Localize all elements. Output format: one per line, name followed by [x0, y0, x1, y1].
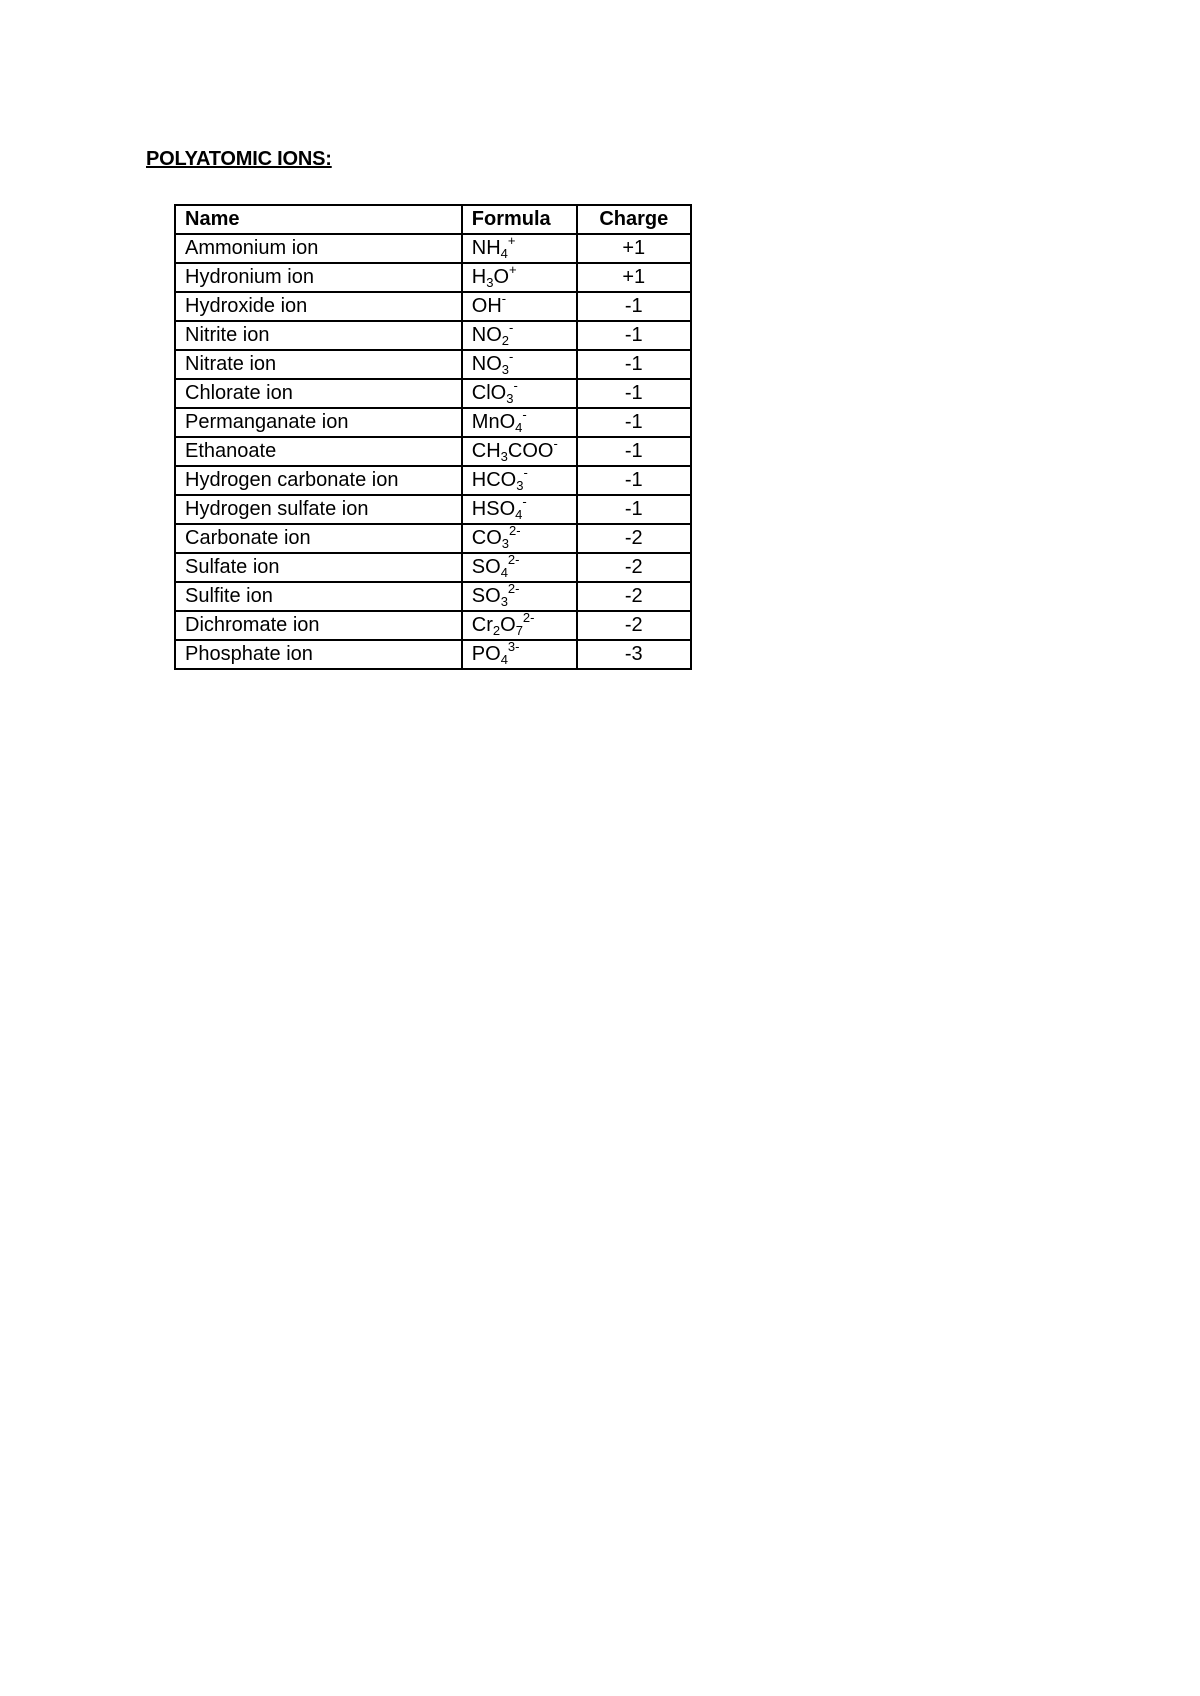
- formula-text: CO: [471, 527, 502, 549]
- formula-superscript: 2-: [507, 581, 520, 596]
- header-name: Name: [175, 205, 462, 234]
- formula-superscript: +: [507, 233, 516, 248]
- ion-charge-cell: -1: [577, 350, 691, 379]
- formula-superscript: -: [522, 494, 527, 509]
- table-body: [175, 234, 691, 669]
- ion-charge-cell: -1: [577, 495, 691, 524]
- formula-text: OH: [471, 295, 502, 317]
- ion-name-cell: Ammonium ion: [175, 234, 462, 263]
- ion-formula-cell: [462, 466, 577, 495]
- formula-subscript: 2: [492, 623, 501, 638]
- table-row: [175, 495, 691, 524]
- formula-subscript: 3: [500, 594, 508, 609]
- ion-charge-cell: -1: [577, 437, 691, 466]
- header-formula: Formula: [462, 205, 577, 234]
- ion-name-cell: Hydrogen sulfate ion: [175, 495, 462, 524]
- ion-formula-cell: [462, 553, 577, 582]
- ion-name-cell: Hydroxide ion: [175, 292, 462, 321]
- ion-name-cell: Carbonate ion: [175, 524, 462, 553]
- ion-charge-cell: -1: [577, 292, 691, 321]
- formula-subscript: 3: [501, 362, 510, 377]
- ion-formula-cell: [462, 263, 577, 292]
- formula-superscript: 2-: [507, 552, 520, 567]
- table-header-row: [175, 205, 691, 234]
- formula-text: PO: [471, 643, 501, 665]
- ion-name-cell: Ethanoate: [175, 437, 462, 466]
- ion-formula-cell: [462, 495, 577, 524]
- formula-subscript: 4: [500, 652, 508, 667]
- table-row: [175, 379, 691, 408]
- formula-text: HSO: [471, 498, 516, 520]
- formula-text: O: [493, 266, 510, 288]
- ion-charge-cell: -1: [577, 466, 691, 495]
- ion-name-cell: Nitrate ion: [175, 350, 462, 379]
- formula-text: ClO: [471, 382, 507, 404]
- formula-text: MnO: [471, 411, 516, 433]
- table-row: [175, 553, 691, 582]
- formula-text: SO: [471, 585, 501, 607]
- formula-subscript: 4: [515, 507, 523, 522]
- ion-charge-cell: -3: [577, 640, 691, 669]
- formula-superscript: 2-: [509, 523, 521, 538]
- formula-superscript: -: [501, 291, 507, 306]
- ion-formula-cell: [462, 379, 577, 408]
- ion-charge-cell: +1: [577, 263, 691, 292]
- table-row: [175, 234, 691, 263]
- formula-text: NO: [471, 353, 502, 375]
- ion-name-cell: Sulfate ion: [175, 553, 462, 582]
- formula-subscript: 3: [501, 536, 510, 551]
- formula-subscript: 3: [506, 391, 514, 406]
- ion-charge-cell: -1: [577, 379, 691, 408]
- formula-text: O: [500, 614, 516, 636]
- ion-formula-cell: [462, 437, 577, 466]
- formula-text: CH: [471, 440, 501, 462]
- table-row: [175, 350, 691, 379]
- formula-superscript: 2-: [522, 610, 535, 625]
- table-row: [175, 640, 691, 669]
- table-row: [175, 582, 691, 611]
- ion-charge-cell: -2: [577, 582, 691, 611]
- formula-text: SO: [471, 556, 501, 578]
- ion-formula-cell: [462, 321, 577, 350]
- formula-subscript: 3: [500, 449, 508, 464]
- ion-name-cell: Sulfite ion: [175, 582, 462, 611]
- table-row: [175, 263, 691, 292]
- ion-name-cell: Hydronium ion: [175, 263, 462, 292]
- table-row: [175, 292, 691, 321]
- formula-text: HCO: [471, 469, 517, 491]
- ion-charge-cell: -1: [577, 408, 691, 437]
- formula-superscript: -: [522, 407, 527, 422]
- formula-text: Cr: [471, 614, 493, 636]
- ion-formula-cell: [462, 408, 577, 437]
- ion-formula-cell: [462, 640, 577, 669]
- formula-text: COO: [507, 440, 554, 462]
- header-charge: Charge: [577, 205, 691, 234]
- formula-superscript: -: [523, 465, 528, 480]
- table-row: [175, 524, 691, 553]
- ion-charge-cell: -1: [577, 321, 691, 350]
- ion-name-cell: Dichromate ion: [175, 611, 462, 640]
- formula-text: H: [471, 266, 487, 288]
- ion-formula-cell: [462, 234, 577, 263]
- table-row: [175, 437, 691, 466]
- formula-text: NO: [471, 324, 502, 346]
- formula-subscript: 4: [500, 246, 508, 261]
- ion-charge-cell: -2: [577, 524, 691, 553]
- ion-charge-cell: +1: [577, 234, 691, 263]
- ion-charge-cell: -2: [577, 611, 691, 640]
- ion-name-cell: Nitrite ion: [175, 321, 462, 350]
- ion-name-cell: Permanganate ion: [175, 408, 462, 437]
- ion-formula-cell: [462, 611, 577, 640]
- formula-subscript: 3: [486, 275, 494, 290]
- formula-subscript: 2: [501, 333, 510, 348]
- polyatomic-ions-table: [174, 204, 692, 670]
- formula-text: NH: [471, 237, 501, 259]
- ion-formula-cell: [462, 582, 577, 611]
- ion-name-cell: Hydrogen carbonate ion: [175, 466, 462, 495]
- ion-charge-cell: -2: [577, 553, 691, 582]
- formula-superscript: +: [509, 262, 517, 277]
- ion-name-cell: Chlorate ion: [175, 379, 462, 408]
- ion-formula-cell: [462, 350, 577, 379]
- table-row: [175, 466, 691, 495]
- formula-subscript: 4: [500, 565, 508, 580]
- table-row: [175, 611, 691, 640]
- formula-subscript: 4: [515, 420, 523, 435]
- formula-superscript: -: [509, 349, 514, 364]
- formula-superscript: -: [553, 436, 558, 451]
- formula-subscript: 3: [516, 478, 524, 493]
- ion-name-cell: Phosphate ion: [175, 640, 462, 669]
- ion-formula-cell: [462, 524, 577, 553]
- formula-subscript: 7: [515, 623, 523, 638]
- formula-superscript: -: [509, 320, 514, 335]
- ion-formula-cell: [462, 292, 577, 321]
- page-title: POLYATOMIC IONS:: [146, 148, 332, 170]
- table-row: [175, 408, 691, 437]
- table-row: [175, 321, 691, 350]
- formula-superscript: -: [513, 378, 518, 393]
- formula-superscript: 3-: [507, 639, 520, 654]
